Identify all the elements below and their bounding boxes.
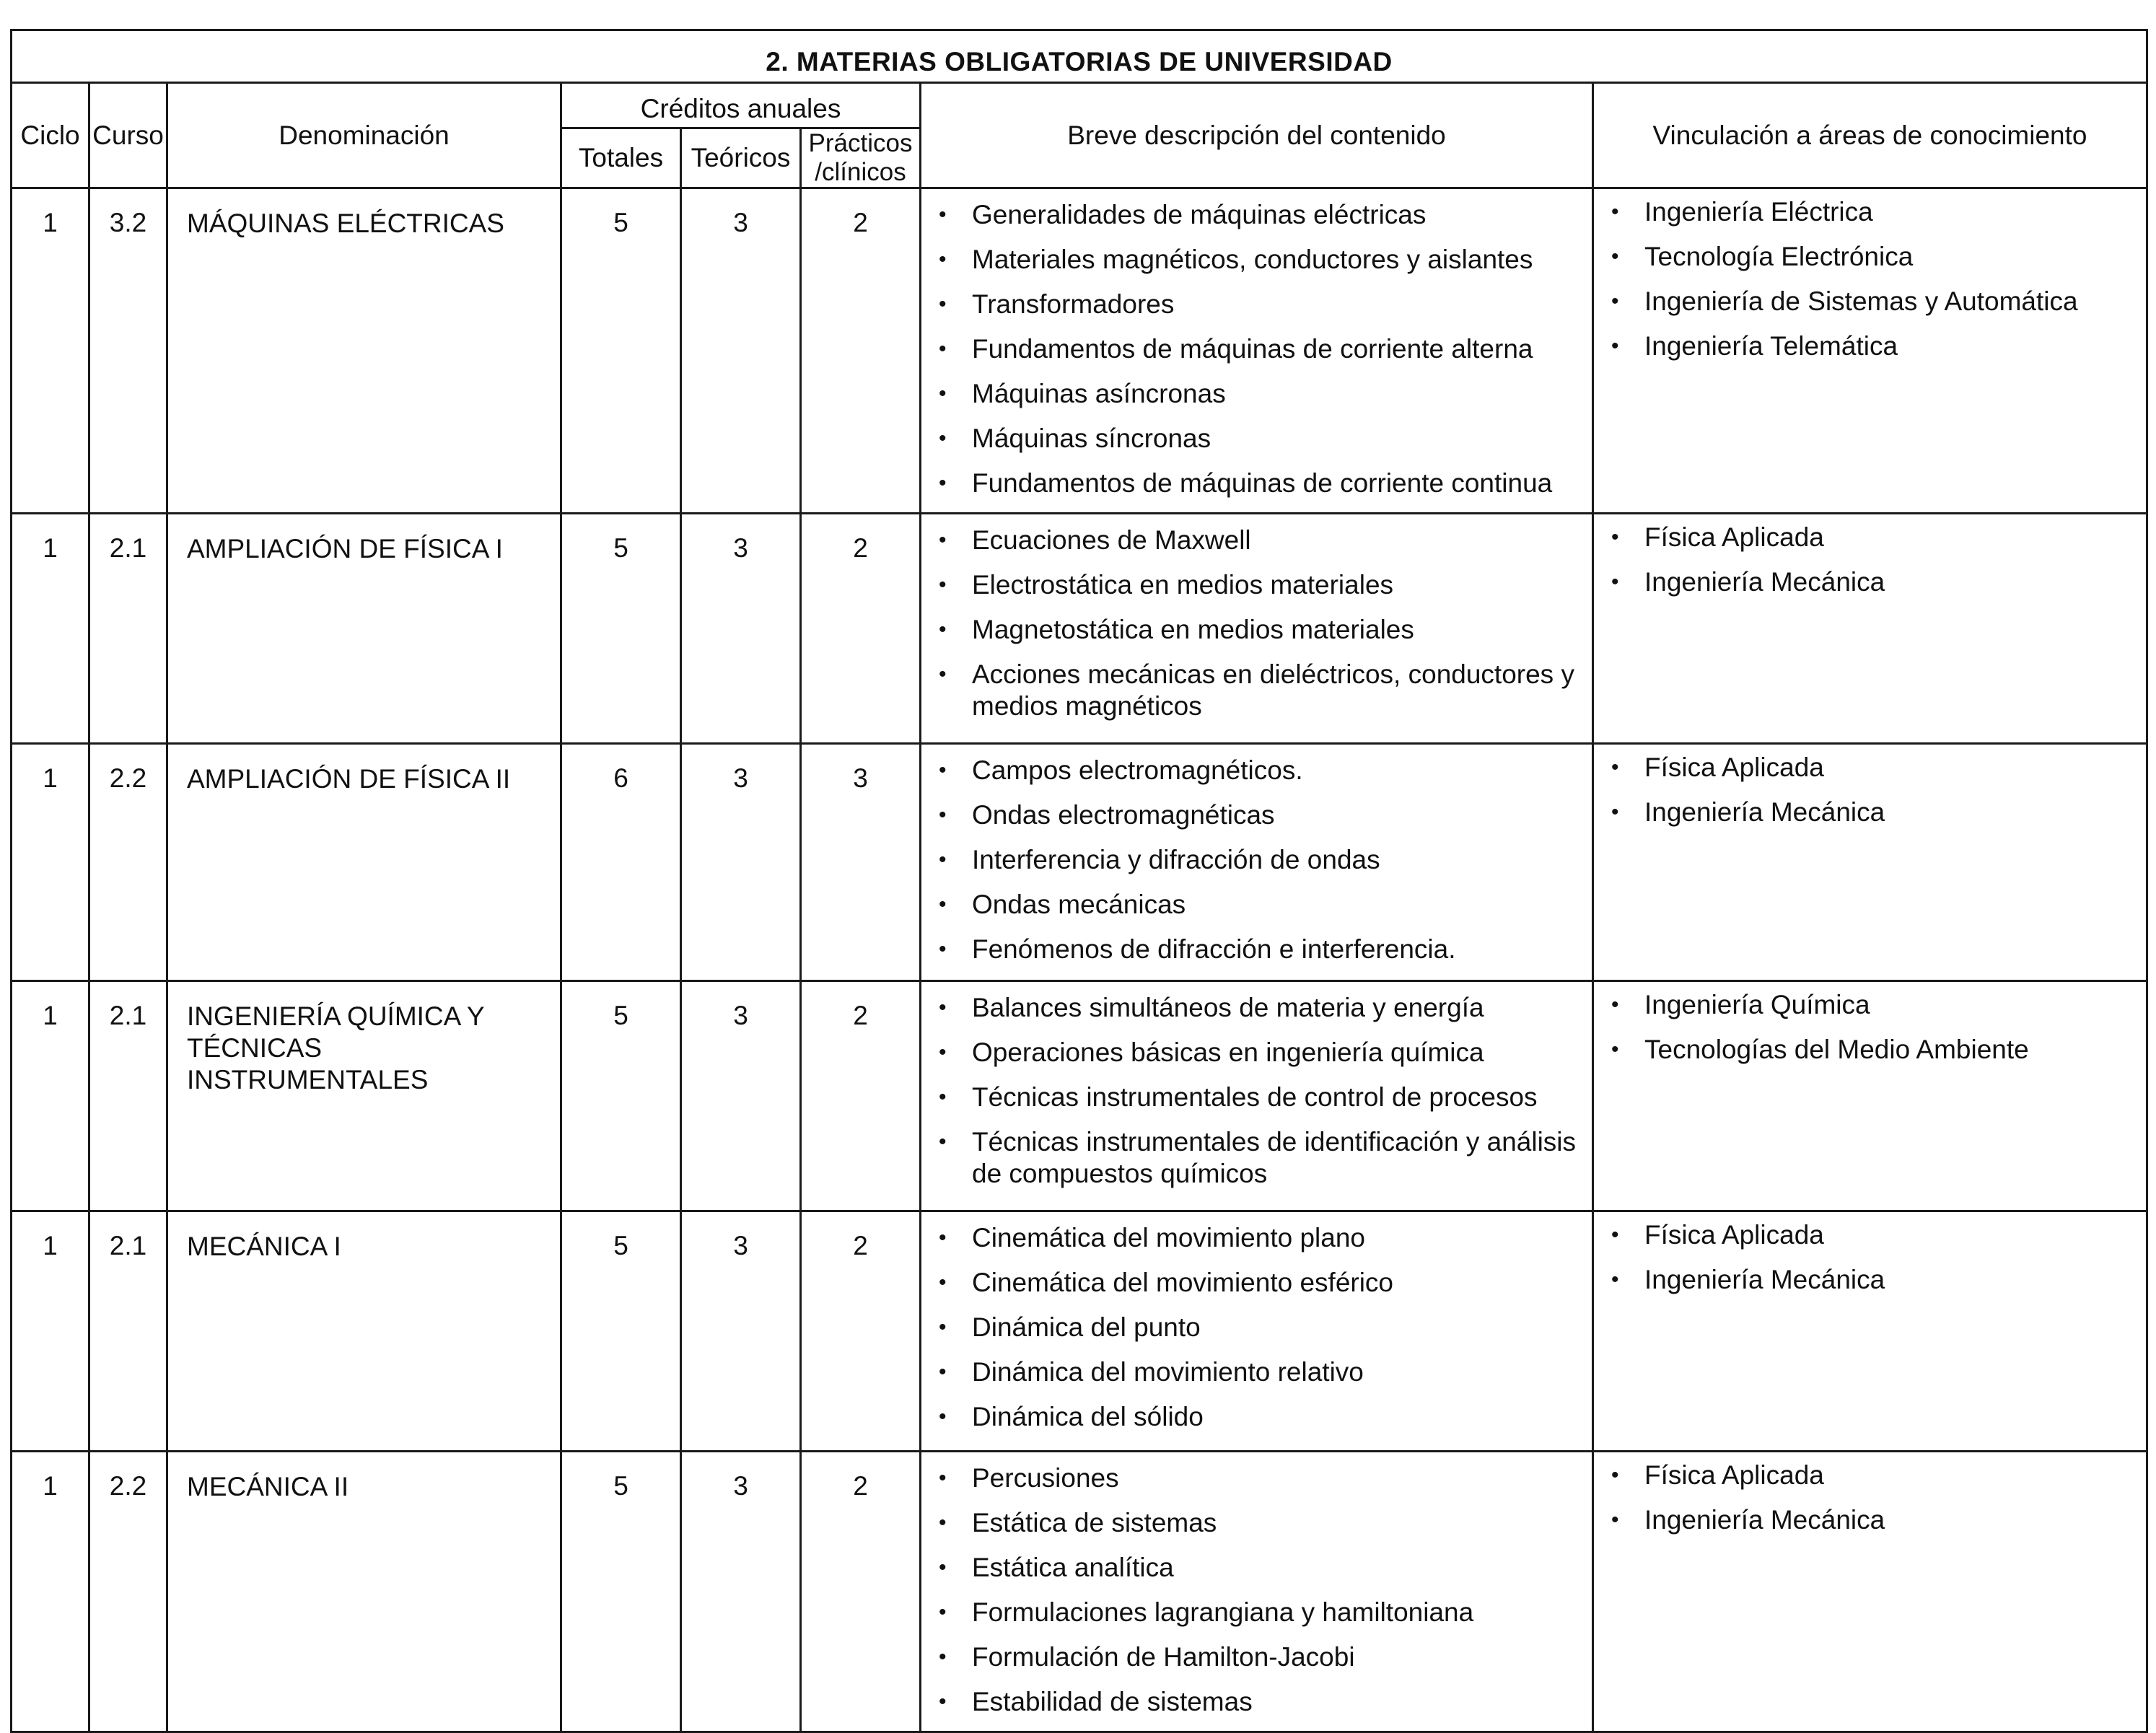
- header-denominacion: Denominación: [167, 83, 561, 188]
- contenido-item: • Acciones mecánicas en dieléctricos, conductores y medios magnéticos: [936, 659, 1592, 722]
- cell-totales: 6: [561, 744, 681, 981]
- cell-teoricos: 3: [681, 514, 801, 744]
- contenido-item: • Operaciones básicas en ingeniería química: [936, 1037, 1592, 1069]
- contenido-item: • Cinemática del movimiento plano: [936, 1222, 1592, 1254]
- area-item-list: [1594, 745, 2146, 828]
- cell-teoricos: 3: [681, 1211, 801, 1452]
- contenido-item: • Electrostática en medios materiales: [936, 569, 1592, 601]
- cell-practicos: 2: [801, 188, 921, 514]
- contenido-item: • Formulaciones lagrangiana y hamiltoniana: [936, 1597, 1592, 1628]
- cell-curso: 2.1: [89, 981, 167, 1211]
- area-item-list: [1594, 1452, 2146, 1536]
- contenido-item: • Transformadores: [936, 289, 1592, 320]
- cell-practicos: 2: [801, 981, 921, 1211]
- contenido-item: • Fundamentos de máquinas de corriente alterna: [936, 333, 1592, 365]
- contenido-item: • Estabilidad de sistemas: [936, 1686, 1592, 1718]
- contenido-item: • Generalidades de máquinas eléctricas: [936, 199, 1592, 231]
- contenido-item: • Dinámica del movimiento relativo: [936, 1356, 1592, 1388]
- cell-practicos: 3: [801, 744, 921, 981]
- table-row: [12, 1211, 2147, 1452]
- header-creditos-anuales: Créditos anuales: [561, 83, 921, 128]
- contenido-item: • Dinámica del punto: [936, 1312, 1592, 1343]
- cell-practicos: 2: [801, 514, 921, 744]
- area-item-list: [1594, 982, 2146, 1066]
- cell-areas: [1593, 981, 2147, 1211]
- contenido-item: • Estática de sistemas: [936, 1507, 1592, 1539]
- cell-totales: 5: [561, 1452, 681, 1732]
- document-page: [10, 29, 2146, 1716]
- area-item: • Tecnología Electrónica: [1608, 241, 2146, 273]
- area-item: • Ingeniería Mecánica: [1608, 566, 2146, 598]
- cell-curso: 2.1: [89, 514, 167, 744]
- table-row: [12, 1452, 2147, 1732]
- cell-ciclo: 1: [12, 188, 89, 514]
- cell-ciclo: 1: [12, 744, 89, 981]
- cell-ciclo: 1: [12, 1211, 89, 1452]
- cell-contenido: [921, 1452, 1593, 1732]
- header-totales: Totales: [561, 128, 681, 188]
- cell-teoricos: 3: [681, 1452, 801, 1732]
- contenido-item: • Fundamentos de máquinas de corriente continua: [936, 468, 1592, 499]
- cell-practicos: 2: [801, 1452, 921, 1732]
- table-row: [12, 744, 2147, 981]
- header-ciclo: Ciclo: [12, 83, 89, 188]
- area-item: • Física Aplicada: [1608, 1460, 2146, 1491]
- cell-ciclo: 1: [12, 981, 89, 1211]
- area-item-list: [1594, 189, 2146, 362]
- contenido-item: • Magnetostática en medios materiales: [936, 614, 1592, 646]
- cell-totales: 5: [561, 514, 681, 744]
- contenido-item: • Máquinas síncronas: [936, 423, 1592, 455]
- cell-areas: [1593, 1452, 2147, 1732]
- contenido-item: • Ecuaciones de Maxwell: [936, 525, 1592, 556]
- header-vinculacion: Vinculación a áreas de conocimiento: [1593, 83, 2147, 188]
- cell-teoricos: 3: [681, 188, 801, 514]
- contenido-item-list: [921, 982, 1592, 1190]
- contenido-item-list: [921, 189, 1592, 499]
- area-item: • Ingeniería Eléctrica: [1608, 196, 2146, 228]
- header-curso: Curso: [89, 83, 167, 188]
- header-practicos-line2: /clínicos: [815, 158, 906, 186]
- contenido-item: • Cinemática del movimiento esférico: [936, 1267, 1592, 1299]
- cell-curso: 3.2: [89, 188, 167, 514]
- cell-denominacion: MECÁNICA II: [167, 1452, 561, 1732]
- area-item: • Ingeniería Mecánica: [1608, 797, 2146, 828]
- cell-denominacion: AMPLIACIÓN DE FÍSICA II: [167, 744, 561, 981]
- area-item: • Tecnologías del Medio Ambiente: [1608, 1034, 2146, 1066]
- area-item: • Ingeniería Telemática: [1608, 330, 2146, 362]
- area-item: • Ingeniería de Sistemas y Automática: [1608, 286, 2146, 317]
- cell-curso: 2.1: [89, 1211, 167, 1452]
- area-item-list: [1594, 514, 2146, 598]
- contenido-item: • Ondas mecánicas: [936, 889, 1592, 921]
- contenido-item: • Interferencia y difracción de ondas: [936, 844, 1592, 876]
- area-item: • Física Aplicada: [1608, 752, 2146, 784]
- contenido-item: • Máquinas asíncronas: [936, 378, 1592, 410]
- contenido-item: • Materiales magnéticos, conductores y aislantes: [936, 244, 1592, 276]
- cell-denominacion: MECÁNICA I: [167, 1211, 561, 1452]
- contenido-item-list: [921, 1452, 1592, 1718]
- cell-areas: [1593, 744, 2147, 981]
- area-item: • Física Aplicada: [1608, 1219, 2146, 1251]
- cell-practicos: 2: [801, 1211, 921, 1452]
- table-row: [12, 981, 2147, 1211]
- contenido-item: • Técnicas instrumentales de control de procesos: [936, 1082, 1592, 1113]
- contenido-item: • Balances simultáneos de materia y energía: [936, 992, 1592, 1024]
- contenido-item-list: [921, 745, 1592, 965]
- contenido-item-list: [921, 1212, 1592, 1433]
- cell-contenido: [921, 514, 1593, 744]
- area-item: • Ingeniería Mecánica: [1608, 1264, 2146, 1296]
- contenido-item: • Fenómenos de difracción e interferencia.: [936, 934, 1592, 965]
- contenido-item: • Formulación de Hamilton-Jacobi: [936, 1641, 1592, 1673]
- contenido-item: • Campos electromagnéticos.: [936, 755, 1592, 786]
- header-descripcion: Breve descripción del contenido: [921, 83, 1593, 188]
- cell-contenido: [921, 1211, 1593, 1452]
- table-row: [12, 514, 2147, 744]
- cell-areas: [1593, 188, 2147, 514]
- cell-denominacion: MÁQUINAS ELÉCTRICAS: [167, 188, 561, 514]
- area-item-list: [1594, 1212, 2146, 1296]
- area-item: • Ingeniería Química: [1608, 989, 2146, 1021]
- cell-teoricos: 3: [681, 744, 801, 981]
- cell-areas: [1593, 514, 2147, 744]
- contenido-item: • Ondas electromagnéticas: [936, 799, 1592, 831]
- cell-denominacion: INGENIERÍA QUÍMICA Y TÉCNICAS INSTRUMENTALES: [167, 981, 561, 1211]
- cell-totales: 5: [561, 188, 681, 514]
- header-practicos-line1: Prácticos: [808, 129, 913, 157]
- cell-contenido: [921, 188, 1593, 514]
- table-row: [12, 188, 2147, 514]
- header-practicos: [801, 128, 921, 188]
- cell-totales: 5: [561, 981, 681, 1211]
- contenido-item: • Percusiones: [936, 1462, 1592, 1494]
- cell-contenido: [921, 981, 1593, 1211]
- contenido-item: • Estática analítica: [936, 1552, 1592, 1584]
- cell-curso: 2.2: [89, 744, 167, 981]
- contenido-item: • Técnicas instrumentales de identificación y análisis de compuestos químicos: [936, 1126, 1592, 1190]
- cell-areas: [1593, 1211, 2147, 1452]
- cell-denominacion: AMPLIACIÓN DE FÍSICA I: [167, 514, 561, 744]
- cell-ciclo: 1: [12, 1452, 89, 1732]
- area-item: • Física Aplicada: [1608, 522, 2146, 553]
- table-title: 2. MATERIAS OBLIGATORIAS DE UNIVERSIDAD: [12, 30, 2147, 83]
- materias-table: [10, 29, 2148, 1733]
- cell-ciclo: 1: [12, 514, 89, 744]
- cell-curso: 2.2: [89, 1452, 167, 1732]
- cell-totales: 5: [561, 1211, 681, 1452]
- contenido-item-list: [921, 514, 1592, 722]
- header-teoricos: Teóricos: [681, 128, 801, 188]
- cell-teoricos: 3: [681, 981, 801, 1211]
- area-item: • Ingeniería Mecánica: [1608, 1504, 2146, 1536]
- contenido-item: • Dinámica del sólido: [936, 1401, 1592, 1433]
- cell-contenido: [921, 744, 1593, 981]
